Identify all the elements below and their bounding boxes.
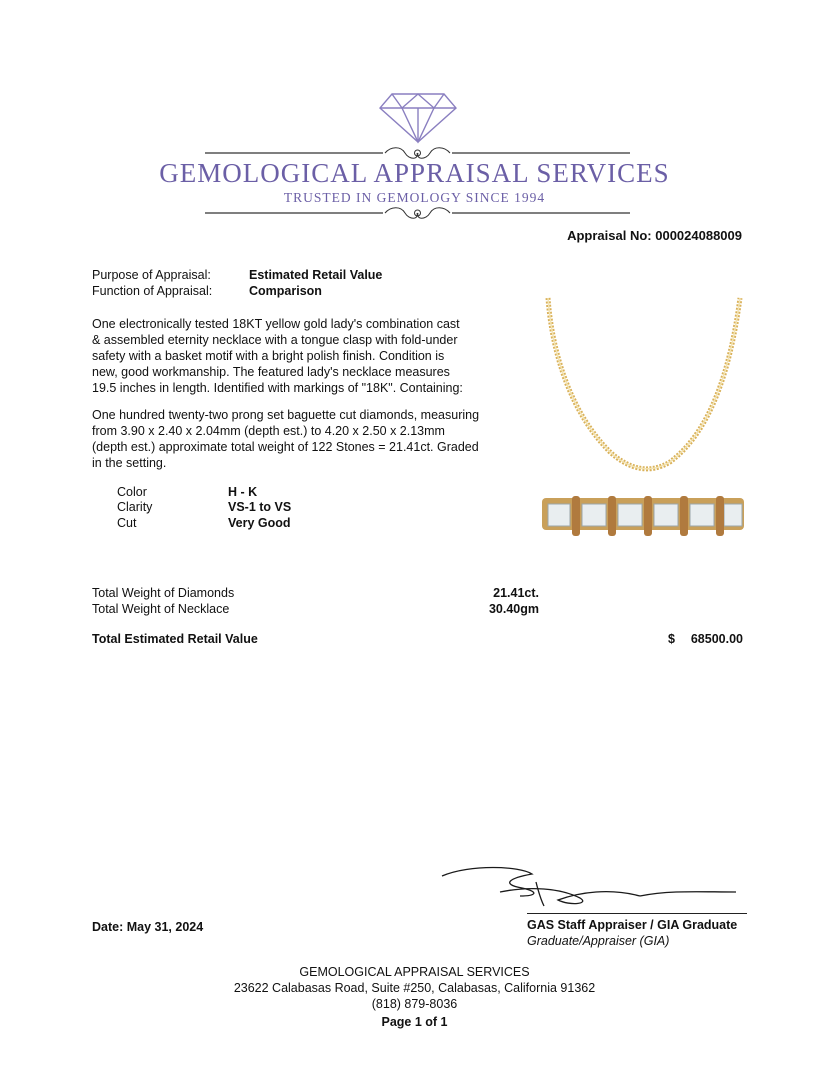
appraiser-title: GAS Staff Appraiser / GIA Graduate	[527, 918, 738, 932]
grade-clarity-label: Clarity	[117, 500, 153, 514]
total-retail-value: 68500.00	[690, 632, 743, 646]
diamond-logo-icon	[378, 92, 458, 144]
description-line: One electronically tested 18KT yellow gold lady's combination cast	[92, 317, 460, 331]
ornament-divider-bottom	[205, 206, 630, 220]
appraisal-number-label: Appraisal No:	[567, 228, 652, 243]
grade-cut-label: Cut	[117, 516, 137, 530]
grade-clarity-value: VS-1 to VS	[228, 500, 292, 514]
company-name: GEMOLOGICAL APPRAISAL SERVICES	[159, 158, 670, 188]
company-logo	[0, 88, 829, 228]
purpose-label: Purpose of Appraisal:	[92, 268, 211, 282]
appraiser-subtitle: Graduate/Appraiser (GIA)	[527, 934, 670, 948]
total-necklace-label: Total Weight of Necklace	[92, 602, 230, 616]
function-label: Function of Appraisal:	[92, 284, 213, 298]
footer-address: 23622 Calabasas Road, Suite #250, Calabasas, California 91362	[233, 981, 596, 995]
page-number: Page 1 of 1	[381, 1015, 448, 1029]
description-line: & assembled eternity necklace with a tongue clasp with fold-under	[92, 333, 458, 347]
diamond-description	[92, 407, 532, 471]
company-tagline: TRUSTED IN GEMOLOGY SINCE 1994	[283, 190, 546, 205]
footer-company: GEMOLOGICAL APPRAISAL SERVICES	[299, 965, 530, 979]
grade-color-label: Color	[117, 485, 147, 499]
function-value: Comparison	[249, 284, 322, 298]
total-necklace-value: 30.40gm	[488, 602, 539, 616]
item-description	[92, 316, 532, 396]
total-diamonds-label: Total Weight of Diamonds	[92, 586, 235, 600]
total-retail-label: Total Estimated Retail Value	[92, 632, 258, 646]
grade-cut-value: Very Good	[228, 516, 291, 530]
appraisal-date: Date: May 31, 2024	[92, 920, 204, 934]
description-line: safety with a basket motif with a bright polish finish. Condition is	[92, 349, 445, 363]
description-line: (depth est.) approximate total weight of 122 Stones = 21.41ct. Graded	[92, 440, 479, 454]
grade-color-value: H - K	[228, 485, 258, 499]
necklace-photo	[540, 292, 750, 482]
appraisal-number	[567, 228, 742, 243]
description-line: in the setting.	[92, 456, 167, 470]
description-line: One hundred twenty-two prong set baguette cut diamonds, measuring	[92, 408, 480, 422]
handwritten-signature	[440, 862, 740, 912]
signature-line	[527, 913, 747, 914]
necklace-closeup-photo	[542, 490, 744, 546]
description-line: from 3.90 x 2.40 x 2.04mm (depth est.) to 4.20 x 2.50 x 2.13mm	[92, 424, 445, 438]
total-diamonds-value: 21.41ct.	[493, 586, 539, 600]
description-line: 19.5 inches in length. Identified with markings of "18K". Containing:	[92, 381, 463, 395]
description-line: new, good workmanship. The featured lady's necklace measures	[92, 365, 450, 379]
appraisal-number-value: 000024088009	[655, 228, 742, 243]
total-retail-currency: $	[668, 632, 675, 646]
purpose-value: Estimated Retail Value	[249, 268, 383, 282]
footer-phone: (818) 879-8036	[371, 997, 458, 1011]
